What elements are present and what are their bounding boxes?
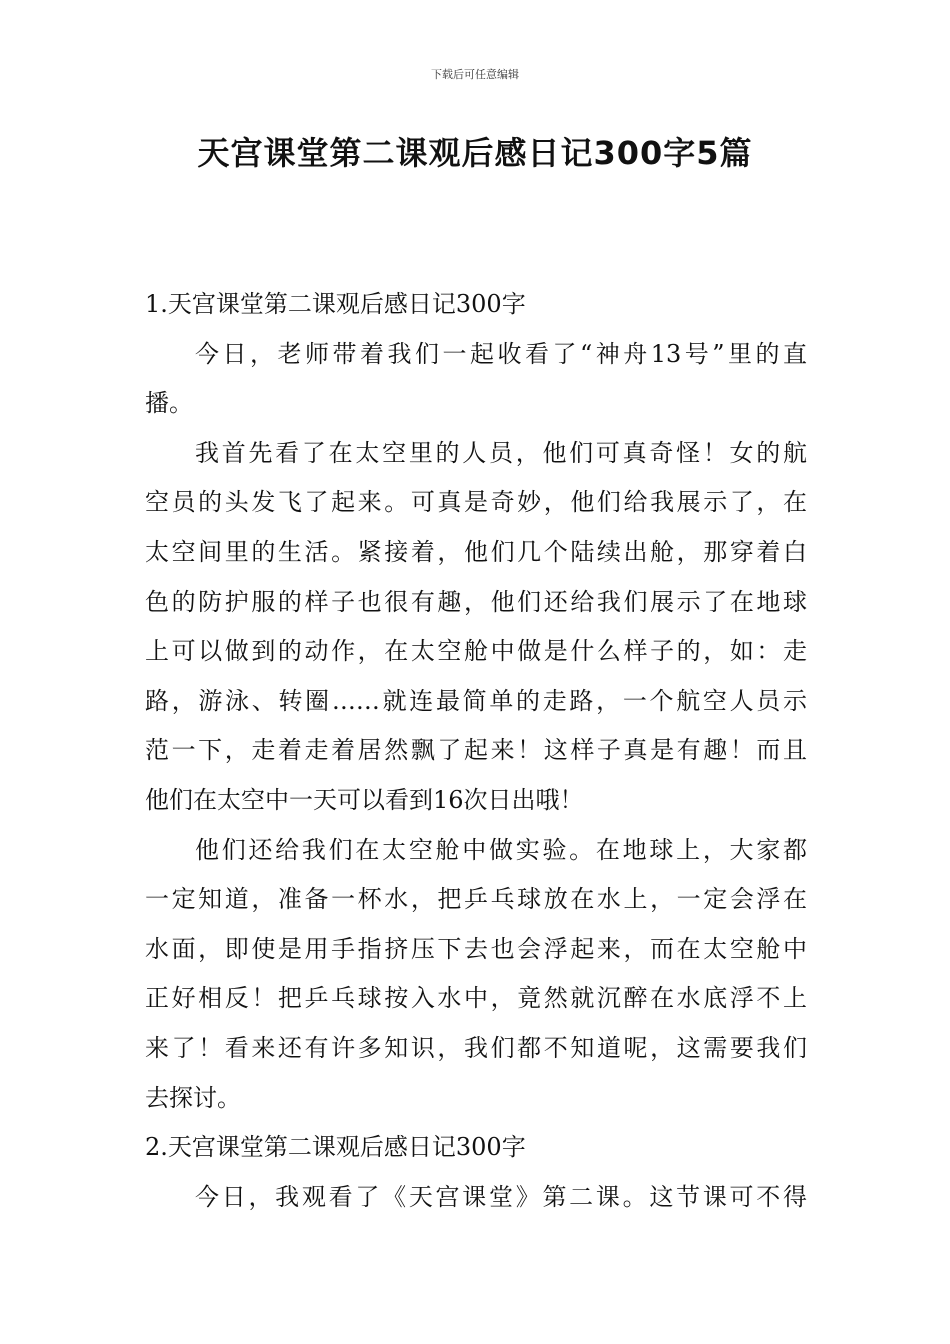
document-title: 天宫课堂第二课观后感日记300字5篇	[197, 134, 753, 172]
text-line: 正好相反！把乒乓球按入水中，竟然就沉醉在水底浮不上	[145, 984, 807, 1013]
document-body	[145, 280, 807, 1222]
text-line: 来了！看来还有许多知识，我们都不知道呢，这需要我们	[145, 1033, 807, 1062]
text-line: 他们还给我们在太空舱中做实验。在地球上，大家都	[195, 835, 807, 864]
text-line: 一定知道，准备一杯水，把乒乓球放在水上，一定会浮在	[145, 885, 807, 914]
text-line: 1.天宫课堂第二课观后感日记300字	[145, 290, 526, 318]
text-line: 今日，老师带着我们一起收看了“神舟13号”里的直	[195, 339, 807, 368]
text-line: 范一下，走着走着居然飘了起来！这样子真是有趣！而且	[145, 736, 807, 765]
text-line: 去探讨。	[145, 1083, 241, 1112]
header-note: 下载后可任意编辑	[431, 68, 519, 81]
text-line: 色的防护服的样子也很有趣，他们还给我们展示了在地球	[145, 587, 807, 616]
text-line: 太空间里的生活。紧接着，他们几个陆续出舱，那穿着白	[145, 537, 807, 566]
text-line: 我首先看了在太空里的人员，他们可真奇怪！女的航	[195, 438, 807, 467]
text-line: 播。	[145, 389, 193, 418]
text-line: 路，游泳、转圈……就连最简单的走路，一个航空人员示	[145, 686, 807, 715]
text-line: 他们在太空中一天可以看到16次日出哦！	[145, 785, 584, 814]
text-line: 2.天宫课堂第二课观后感日记300字	[145, 1133, 526, 1162]
text-line: 今日，我观看了《天宫课堂》第二课。这节课可不得	[195, 1182, 807, 1211]
text-line: 上可以做到的动作，在太空舱中做是什么样子的，如：走	[145, 637, 807, 666]
text-line: 空员的头发飞了起来。可真是奇妙，他们给我展示了，在	[145, 488, 807, 517]
text-line: 水面，即使是用手指挤压下去也会浮起来，而在太空舱中	[145, 934, 807, 963]
